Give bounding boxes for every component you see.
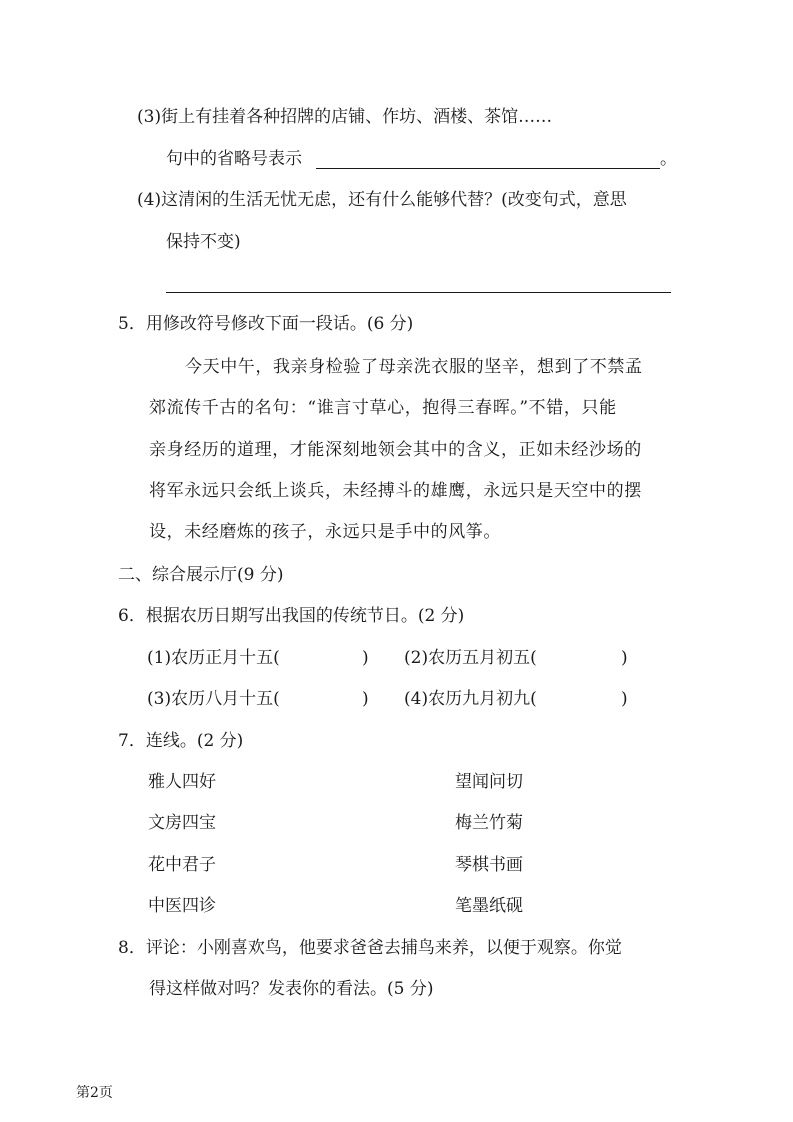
q6-item4-answer-field[interactable]	[545, 687, 621, 711]
q8-line2: 得这样做对吗？发表你的看法。(5 分)	[149, 979, 434, 999]
q5-para-line: 亲身经历的道理，才能深刻地领会其中的含义，正如未经沙场的	[149, 440, 642, 460]
q6-item1-answer-field[interactable]	[286, 646, 362, 670]
q6-item2-answer-field[interactable]	[545, 646, 621, 670]
q6-item-label: (4)农历九月初九(	[404, 689, 537, 709]
q5-para-line: 郊流传千古的名句：“谁言寸草心，抱得三春晖。”不错，只能	[149, 398, 617, 418]
q6-item-close-paren: )	[621, 689, 628, 709]
q4-item4-line1: (4)这清闲的生活无忧无虑，还有什么能够代替？(改变句式，意思	[137, 190, 627, 210]
q6-item-label: (3)农历八月十五(	[147, 689, 280, 709]
q5-para-line: 将军永远只会纸上谈兵，未经搏斗的雄鹰，永远只是天空中的摆	[149, 481, 642, 501]
q4-item4-line2: 保持不变)	[166, 232, 241, 252]
q4-item4-answer-line[interactable]	[166, 292, 671, 293]
q7-right-item[interactable]: 琴棋书画	[455, 855, 523, 875]
q6-item3-answer-field[interactable]	[286, 687, 362, 711]
q7-right-item[interactable]: 笔墨纸砚	[455, 896, 523, 916]
q7-left-item[interactable]: 中医四诊	[148, 896, 216, 916]
q5-title: 5．用修改符号修改下面一段话。(6 分)	[118, 314, 414, 334]
q6-item-close-paren: )	[621, 648, 628, 668]
q5-para-line: 今天中午，我亲身检验了母亲洗衣服的坚辛，想到了不禁孟	[185, 357, 643, 377]
q7-title: 7．连线。(2 分)	[118, 731, 244, 751]
q7-left-item[interactable]: 雅人四好	[148, 772, 216, 792]
q6-item-label: (2)农历五月初五(	[404, 648, 537, 668]
q6-item-close-paren: )	[362, 689, 369, 709]
q4-item3-line2-suffix: 。	[660, 149, 677, 169]
q4-item3-line1: (3)街上有挂着各种招牌的店铺、作坊、酒楼、茶馆……	[137, 107, 553, 127]
q6-item-close-paren: )	[362, 648, 369, 668]
q7-right-item[interactable]: 梅兰竹菊	[455, 813, 523, 833]
q7-right-item[interactable]: 望闻问切	[455, 772, 523, 792]
q4-item3-answer-line[interactable]	[316, 168, 660, 169]
q5-para-line: 设，未经磨炼的孩子，永远只是手中的风筝。	[149, 522, 501, 542]
q6-item-label: (1)农历正月十五(	[147, 648, 280, 668]
q7-left-item[interactable]: 花中君子	[148, 855, 216, 875]
section2-title: 二、综合展示厅(9 分)	[118, 565, 284, 585]
q7-left-item[interactable]: 文房四宝	[148, 813, 216, 833]
q4-item3-line2-prefix: 句中的省略号表示	[166, 149, 302, 169]
q8-line1: 8．评论：小刚喜欢鸟，他要求爸爸去捕鸟来养，以便于观察。你觉	[118, 938, 622, 958]
page-number: 第2页	[76, 1085, 113, 1101]
q6-title: 6．根据农历日期写出我国的传统节日。(2 分)	[118, 606, 465, 626]
